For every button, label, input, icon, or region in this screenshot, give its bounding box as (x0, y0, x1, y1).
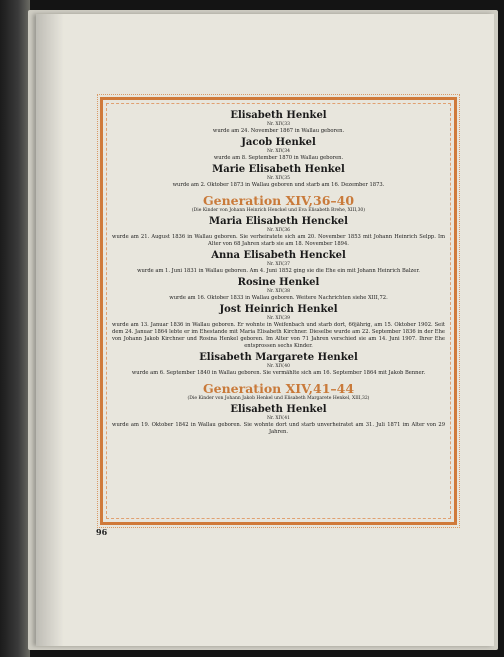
person-number: Nr. XIV,35 (266, 176, 291, 181)
page-content (108, 108, 449, 436)
person-name: Jost Heinrich Henkel (219, 304, 338, 315)
entry (108, 216, 449, 248)
person-text: wurde am 21. August 1836 in Wallau geboren. Sie verheiratete sich am 20. November 1853 mit Johann Heinrich Selpp. Im Alter von 68 Jahren starb sie am 18. November 1894. (112, 234, 445, 247)
generation-subtitle: (Die Kinder von Johann Jakob Henkel und Elisabeth Margarete Henkel, XIII,32) (187, 396, 370, 401)
person-number: Nr. XIV,36 (266, 228, 291, 233)
person-name: Anna Elisabeth Henckel (211, 250, 346, 261)
entry (108, 404, 449, 436)
person-name: Elisabeth Henkel (230, 110, 327, 121)
person-name: Jacob Henkel (241, 137, 316, 148)
generation-heading: Generation XIV,41–44 (202, 381, 355, 396)
person-text: wurde am 1. Juni 1831 in Wallau geboren. Am 4. Juni 1852 ging sie die Ehe ein mit Johann Heinrich Balzer. (137, 268, 420, 274)
person-name: Elisabeth Henkel (230, 404, 327, 415)
person-text: wurde am 8. September 1870 in Wallau geboren. (213, 155, 344, 161)
entry (108, 250, 449, 275)
person-name: Rosine Henkel (237, 277, 320, 288)
person-number: Nr. XIV,37 (266, 262, 291, 267)
person-text: wurde am 19. Oktober 1842 in Wallau geboren. Sie wohnte dort und starb unverheiratet am 31. Juli 1871 im Alter von 29 Jahren. (112, 422, 445, 435)
person-number: Nr. XIV,41 (266, 416, 291, 421)
entry (108, 110, 449, 135)
page-number: 96 (96, 527, 108, 537)
person-text: wurde am 6. September 1840 in Wallau geboren. Sie vermählte sich am 16. September 1864 mit Jakob Benner. (131, 370, 426, 376)
entry (108, 304, 449, 350)
entry (108, 137, 449, 162)
person-number: Nr. XIV,39 (266, 316, 291, 321)
person-text: wurde am 2. Oktober 1873 in Wallau geboren und starb am 16. Dezember 1873. (172, 182, 385, 188)
person-text: wurde am 16. Oktober 1833 in Wallau geboren. Weitere Nachrichten siehe XIII,72. (169, 295, 388, 301)
person-name: Elisabeth Margarete Henkel (199, 352, 358, 363)
person-name: Marie Elisabeth Henkel (212, 164, 345, 175)
entry (108, 352, 449, 377)
generation-subtitle: (Die Kinder von Johann Heinrich Henckel und Eva Elisabeth Brehe, XIII,30) (191, 208, 366, 213)
entry (108, 164, 449, 189)
gutter-shadow (36, 14, 64, 646)
person-number: Nr. XIV,33 (266, 122, 291, 127)
person-text: wurde am 13. Januar 1836 in Wallau geboren. Er wohnte in Weifenbach und starb dort, 66jährig, am 15. Oktober 1902. Seit dem 24. Januar 1864 lebte er im Ehestande mit Maria Elisabeth Kirchner. Dieselbe wurde am 22. September 1836 in der Ehe von Johann Jakob Kirchner und Rosina Henkel geboren. Im Alter von 71 Jahren verschied sie am 14. Juni 1907. Ihrer Ehe entsprossen sechs Kinder. (112, 322, 445, 349)
entry (108, 277, 449, 302)
person-text: wurde am 24. November 1867 in Wallau geboren. (212, 128, 345, 134)
person-number: Nr. XIV,34 (266, 149, 291, 154)
person-number: Nr. XIV,38 (266, 289, 291, 294)
generation-heading: Generation XIV,36–40 (202, 193, 355, 208)
person-name: Maria Elisabeth Henckel (209, 216, 348, 227)
person-number: Nr. XIV,40 (266, 364, 291, 369)
book-spine (0, 0, 30, 657)
